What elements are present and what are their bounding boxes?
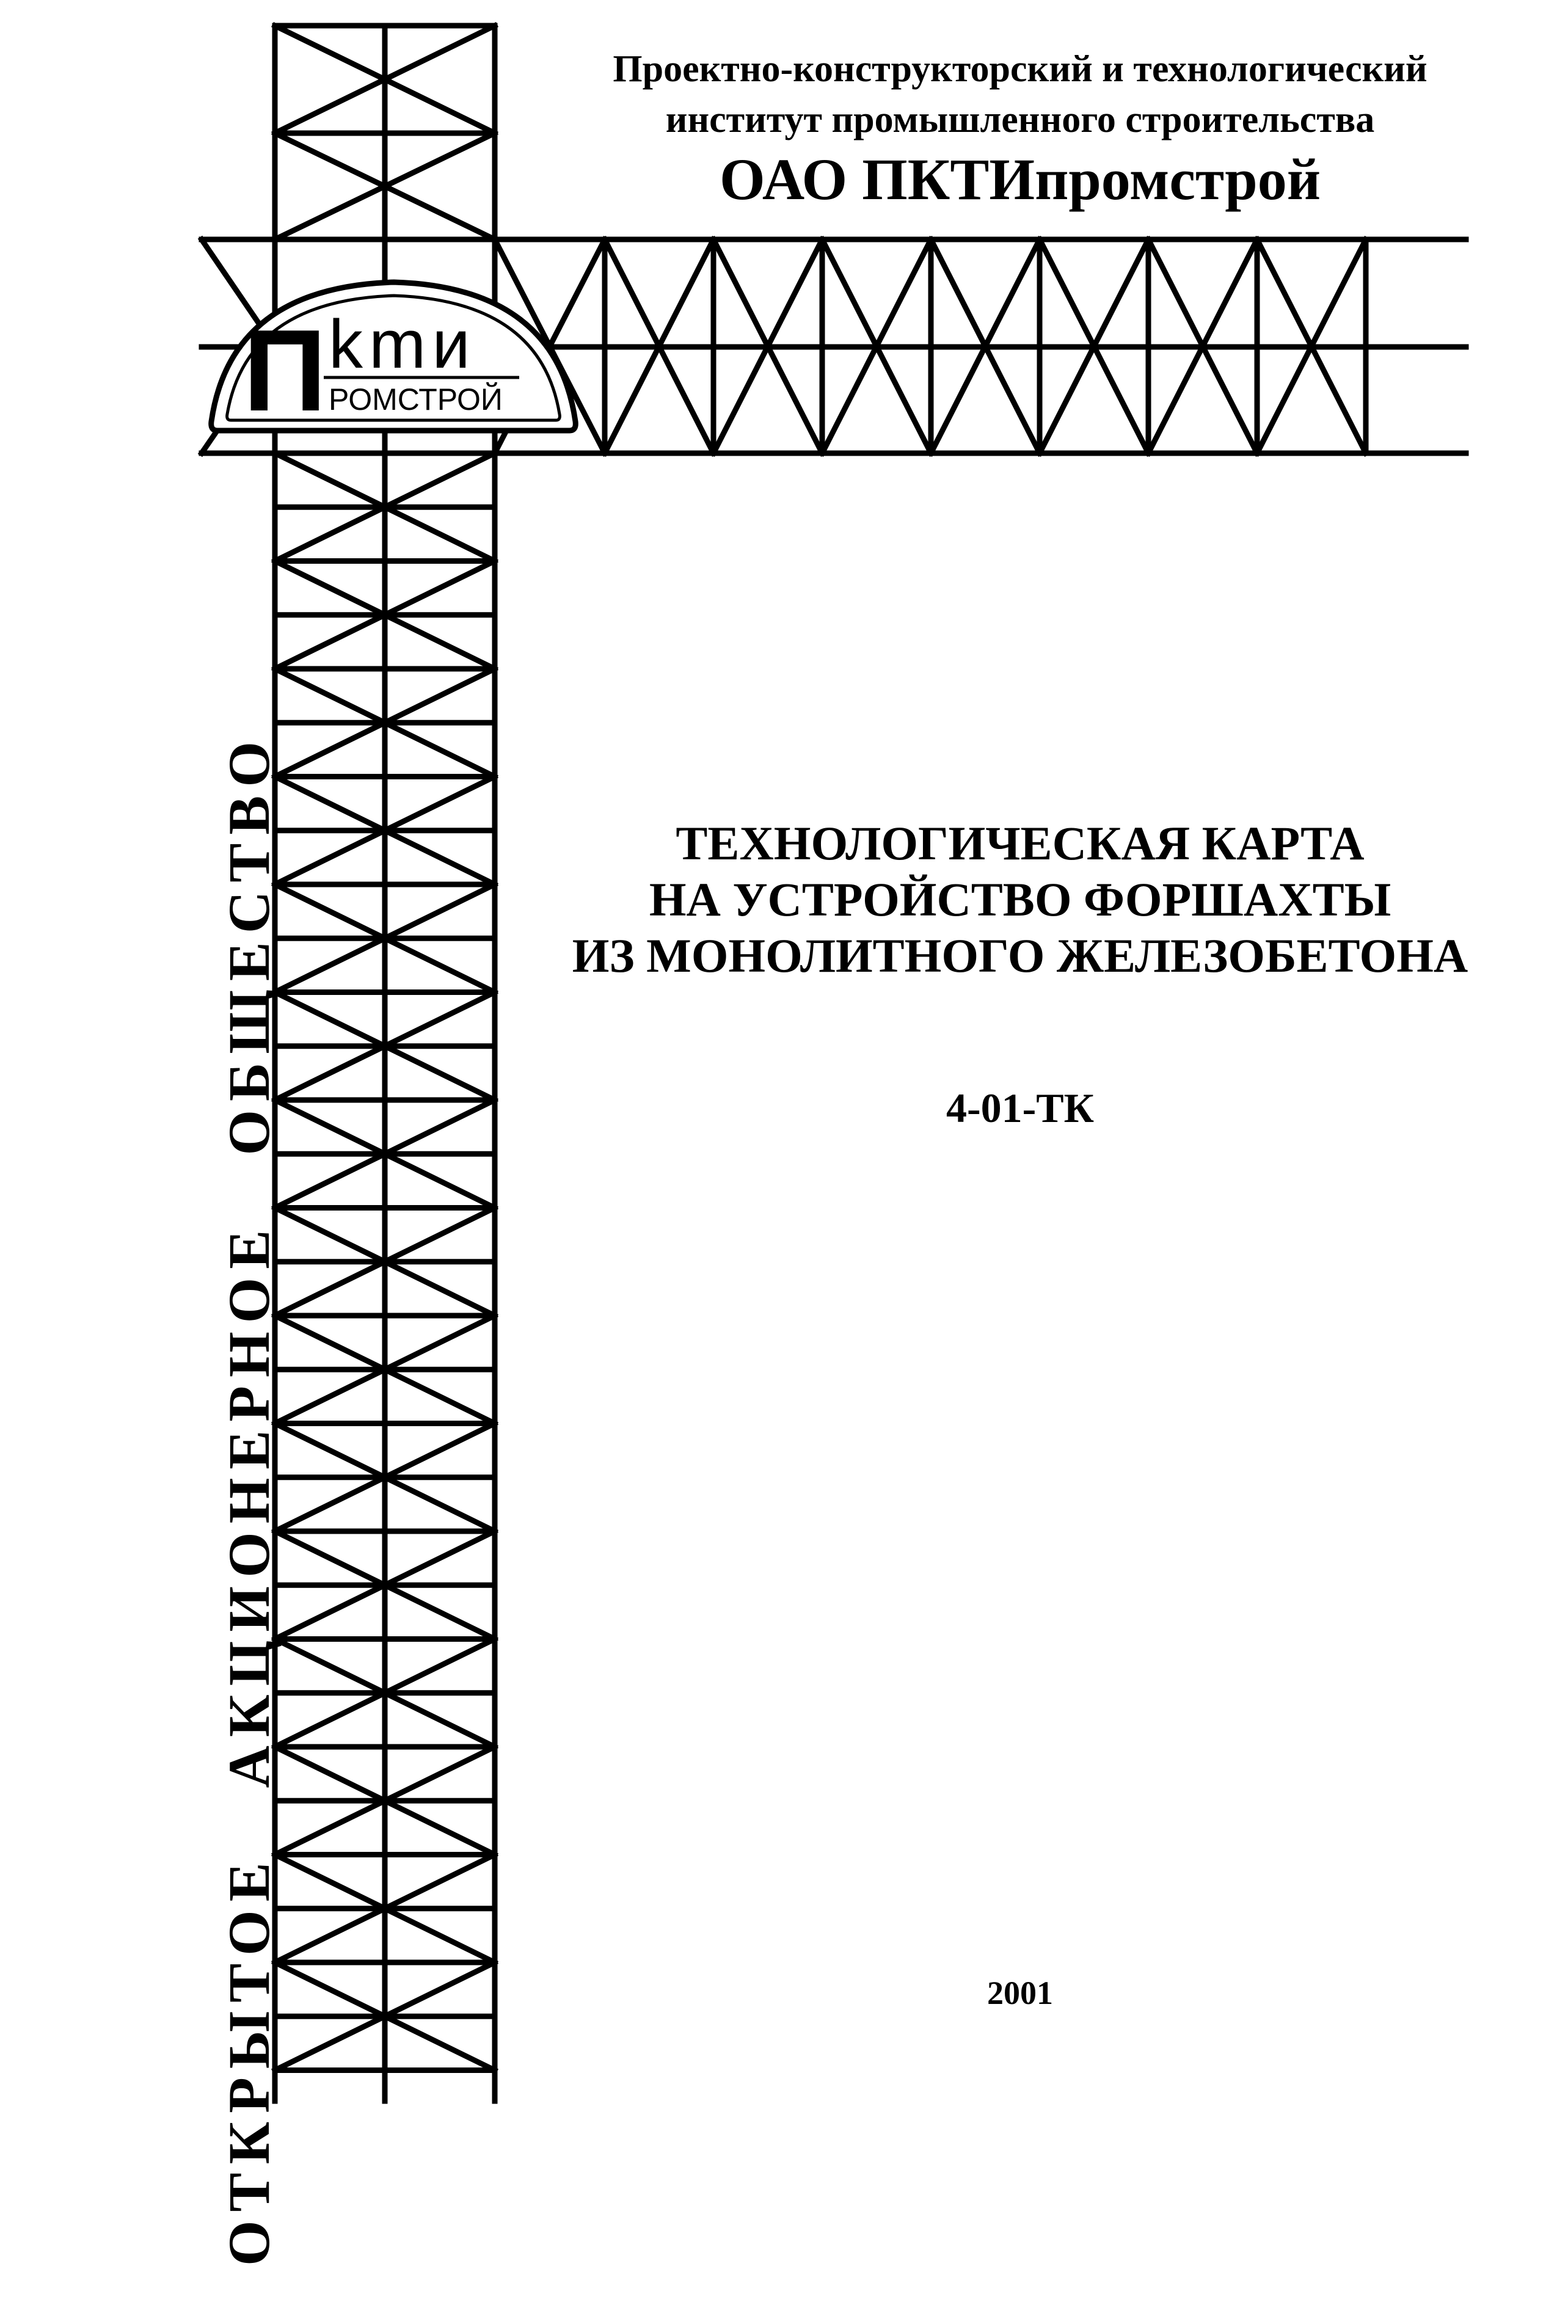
company-name: ОАО ПКТИпромстрой (720, 147, 1321, 212)
document-title (501, 815, 1539, 984)
side-vertical-caption: ОТКРЫТОЕ АКЦИОНЕРНОЕ ОБЩЕСТВО (216, 733, 282, 2267)
institute-name-line-2: институт промышленного строительства (665, 99, 1375, 140)
logo-subtitle: РОМСТРОЙ (329, 382, 503, 417)
publication-year: 2001 (987, 1975, 1053, 2011)
title-line-1: ТЕХНОЛОГИЧЕСКАЯ КАРТА (676, 817, 1365, 870)
company-logo (211, 282, 576, 435)
title-line-2: НА УСТРОЙСТВО ФОРШАХТЫ (649, 873, 1391, 926)
institute-name-line-1: Проектно-конструкторский и технологический (613, 48, 1428, 90)
logo-small-letters: kmи (329, 306, 476, 382)
document-code: 4-01-ТК (946, 1085, 1094, 1131)
logo-big-letter: П (243, 306, 327, 435)
title-line-3: ИЗ МОНОЛИТНОГО ЖЕЛЕЗОБЕТОНА (572, 929, 1468, 982)
